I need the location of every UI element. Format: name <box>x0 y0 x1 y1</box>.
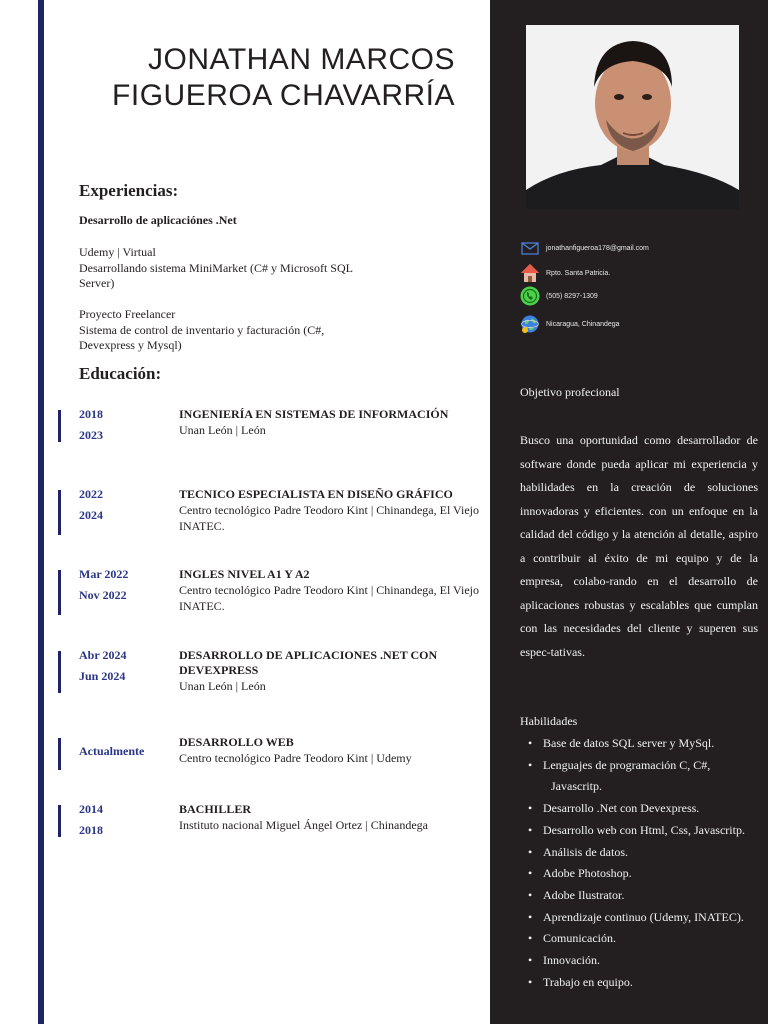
education-institution: Instituto nacional Miguel Ángel Ortez | Chinandega <box>179 818 429 832</box>
education-item <box>0 407 490 460</box>
education-title: TECNICO ESPECIALISTA EN DISEÑO GRÁFICO <box>179 487 453 501</box>
experience-item-2-line-3: Devexpress y Mysql) <box>79 338 182 352</box>
skill-item: • Lenguajes de programación C, C#, <box>520 755 765 777</box>
skill-item-continued: Javascritp. <box>551 779 602 794</box>
education-end-date: 2018 <box>79 823 103 837</box>
envelope-icon <box>520 238 540 258</box>
education-title: INGLES NIVEL A1 Y A2 <box>179 567 310 581</box>
experience-item-2-line-2: Sistema de control de inventario y facturación (C#, <box>79 322 325 337</box>
experience-subtitle: Desarrollo de aplicaciónes .Net <box>79 213 237 227</box>
education-item <box>0 802 490 855</box>
skill-item: • Aprendizaje continuo (Udemy, INATEC). <box>520 907 765 929</box>
location-text: Nicaragua, Chinandega <box>546 320 620 328</box>
education-start-date: Mar 2022 <box>79 567 129 581</box>
education-heading: Educación: <box>79 364 162 383</box>
education-start-date: 2022 <box>79 487 103 501</box>
candidate-name <box>100 42 455 114</box>
skill-item: • Desarrollo .Net con Devexpress. <box>520 798 765 820</box>
skills-heading: Habilidades <box>520 714 578 728</box>
address-text: Rpto. Santa Patricia. <box>546 269 611 277</box>
skill-item: • Innovación. <box>520 950 765 972</box>
education-start-date: Actualmente <box>79 744 145 758</box>
skill-item: • Adobe Ilustrator. <box>520 885 765 907</box>
skill-item: • Análisis de datos. <box>520 842 765 864</box>
education-marker <box>58 651 61 693</box>
experience-item-1 <box>79 245 379 292</box>
experience-item-2 <box>79 307 379 354</box>
experience-item-1-line-3: Server) <box>79 276 115 290</box>
house-icon <box>520 263 540 283</box>
education-end-date: 2023 <box>79 428 103 442</box>
contact-email[interactable] <box>520 238 760 258</box>
education-marker <box>58 410 61 442</box>
education-item <box>0 648 490 701</box>
phone-icon <box>520 286 540 306</box>
globe-icon <box>520 314 540 334</box>
education-end-date: Jun 2024 <box>79 669 126 683</box>
experience-item-1-line-1: Udemy | Virtual <box>79 245 156 259</box>
education-title: DESARROLLO WEB <box>179 735 294 749</box>
education-title: INGENIERÍA EN SISTEMAS DE INFORMACIÓN <box>179 407 449 421</box>
education-start-date: 2018 <box>79 407 103 421</box>
experience-item-1-line-2: Desarrollando sistema MiniMarket (C# y Microsoft SQL <box>79 260 353 275</box>
name-line-1: JONATHAN MARCOS <box>148 43 455 76</box>
education-institution: Unan León | León <box>179 679 266 693</box>
education-institution: Centro tecnológico Padre Teodoro Kint | Chinandega, El Viejo INATEC. <box>179 583 479 613</box>
education-institution: Centro tecnológico Padre Teodoro Kint | Udemy <box>179 751 412 765</box>
skill-item: • Trabajo en equipo. <box>520 972 765 994</box>
education-institution: Centro tecnológico Padre Teodoro Kint | Chinandega, El Viejo INATEC. <box>179 503 479 533</box>
contact-phone[interactable] <box>520 286 760 306</box>
education-start-date: 2014 <box>79 802 103 816</box>
education-title: DESARROLLO DE APLICACIONES .NET CON DEVEXPRESS <box>179 648 438 677</box>
experience-item-2-line-1: Proyecto Freelancer <box>79 307 176 321</box>
education-item <box>0 567 490 620</box>
education-marker <box>58 738 61 770</box>
profile-photo <box>526 25 739 209</box>
email-text: jonathanfigueroa178@gmail.com <box>546 244 649 252</box>
education-title: BACHILLER <box>179 802 252 816</box>
education-end-date: Nov 2022 <box>79 588 127 602</box>
contact-location <box>520 314 760 334</box>
education-marker <box>58 570 61 615</box>
skill-item: • Adobe Photoshop. <box>520 863 765 885</box>
skill-item: • Comunicación. <box>520 928 765 950</box>
skill-item: • Desarrollo web con Html, Css, Javascritp. <box>520 820 765 842</box>
contact-address <box>520 263 760 283</box>
experience-heading: Experiencias: <box>79 181 179 200</box>
education-marker <box>58 805 61 837</box>
education-start-date: Abr 2024 <box>79 648 127 662</box>
sidebar-panel <box>490 0 768 1024</box>
education-item <box>0 735 490 788</box>
skills-list <box>520 733 765 993</box>
education-item <box>0 487 490 540</box>
objective-heading: Objetivo profecional <box>520 385 620 399</box>
education-marker <box>58 490 61 535</box>
phone-text: (505) 8297-1309 <box>546 292 598 300</box>
education-institution: Unan León | León <box>179 423 266 437</box>
name-line-2: FIGUEROA CHAVARRÍA <box>112 79 455 112</box>
skill-item: • Base de datos SQL server y MySql. <box>520 733 765 755</box>
education-end-date: 2024 <box>79 508 103 522</box>
objective-text: Busco una oportunidad como desarrollador de software donde pueda aplicar mi experiencia y habilidades en la creación de soluciones innovadoras y eficientes. con un enfoque en la calidad del código y la atención al detalle, aspiro a contribuir al éxito de mi equipo y de la empresa, colabo-rando en el desarrollo de aplicaciones robustas y escalables que cumplan con las necesidades del cliente y superen sus espec-tativas. <box>520 433 758 659</box>
